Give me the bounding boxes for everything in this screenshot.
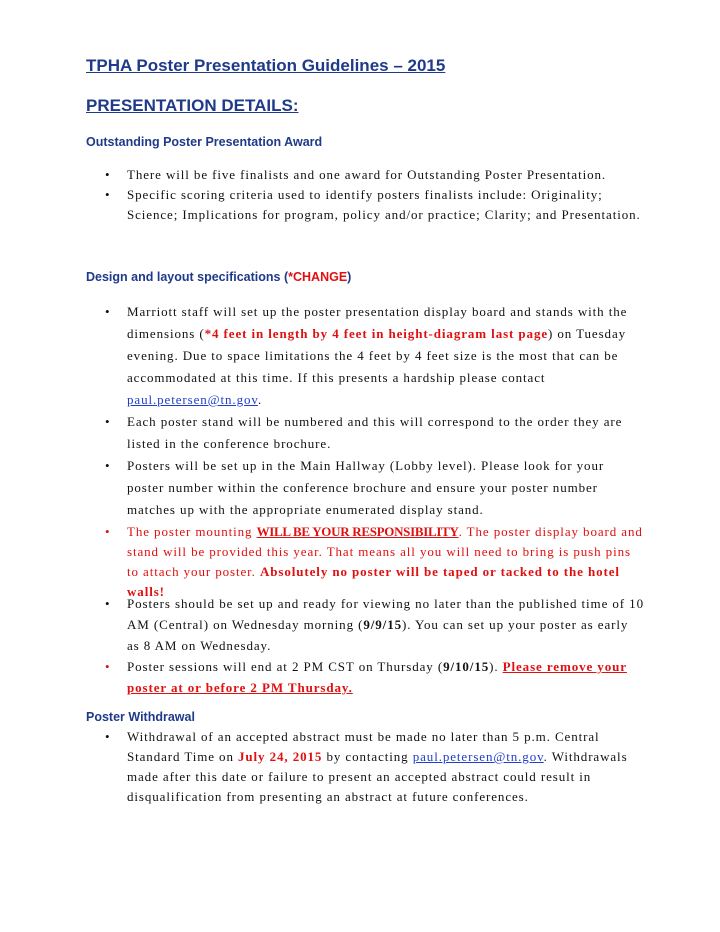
withdrawal-list <box>105 727 645 807</box>
wall-warning: Absolutely no poster will be taped or tacked to the hotel walls! <box>127 564 620 599</box>
email-link[interactable]: paul.petersen@tn.gov <box>412 749 544 764</box>
list-item: • Marriott staff will set up the poster presentation display board and stands with the dimensions (*4 feet in length by 4 feet in height-diagram last page) on Tuesday evening. Due to space limitations the 4 feet by 4 feet size is the most that can be accommodated at this time. If this presents a hardship please contact paul.petersen@tn.gov. <box>105 301 645 411</box>
change-label: *CHANGE <box>288 270 348 284</box>
responsibility-note: WILL BE YOUR RESPONSIBILITY <box>256 524 459 539</box>
design-list-timing <box>105 593 645 698</box>
page-title: TPHA Poster Presentation Guidelines – 2015 <box>86 56 446 75</box>
design-list-mounting <box>105 522 645 602</box>
withdrawal-deadline: July 24, 2015 <box>238 749 323 764</box>
end-date: 9/10/15 <box>443 659 490 674</box>
section-heading: PRESENTATION DETAILS: <box>86 96 299 115</box>
list-item: • Poster sessions will end at 2 PM CST on Thursday (9/10/15). Please remove your poster at or before 2 PM Thursday. <box>105 656 645 698</box>
list-item: • Posters will be set up in the Main Hallway (Lobby level). Please look for your poster number within the conference brochure and ensure your poster number matches up with the appropriate enumerated display stand. <box>105 455 645 521</box>
list-item: • There will be five finalists and one award for Outstanding Poster Presentation. <box>105 165 645 185</box>
setup-date: 9/9/15 <box>363 617 402 632</box>
list-item: • Each poster stand will be numbered and this will correspond to the order they are listed in the conference brochure. <box>105 411 645 455</box>
award-heading: Outstanding Poster Presentation Award <box>86 135 323 149</box>
list-item: • Posters should be set up and ready for viewing no later than the published time of 10 AM (Central) on Wednesday morning (9/9/15). You can set up your poster as early as 8 AM on Wednesday. <box>105 593 645 656</box>
email-link[interactable]: paul.petersen@tn.gov <box>127 392 258 407</box>
remove-note: Please remove your poster at or before 2 PM Thursday. <box>127 659 627 695</box>
dimension-note: *4 feet in length by 4 feet in height-diagram last page <box>204 326 549 341</box>
list-item: • Withdrawal of an accepted abstract must be made no later than 5 p.m. Central Standard Time on July 24, 2015 by contacting paul.petersen@tn.gov. Withdrawals made after this date or failure to present an accepted abstract could result in disqualification from presenting an abstract at future conferences. <box>105 727 645 807</box>
design-list <box>105 301 645 521</box>
withdrawal-heading: Poster Withdrawal <box>86 710 195 724</box>
list-item: • The poster mounting WILL BE YOUR RESPONSIBILITY. The poster display board and stand will be provided this year. That means all you will need to bring is push pins to attach your poster. Absolutely no poster will be taped or tacked to the hotel walls! <box>105 522 645 602</box>
design-heading: Design and layout specifications (*CHANGE) <box>86 270 352 284</box>
list-item: • Specific scoring criteria used to identify posters finalists include: Originality; Science; Implications for program, policy and/or practice; Clarity; and Presentation. <box>105 185 645 225</box>
award-list <box>105 165 645 225</box>
